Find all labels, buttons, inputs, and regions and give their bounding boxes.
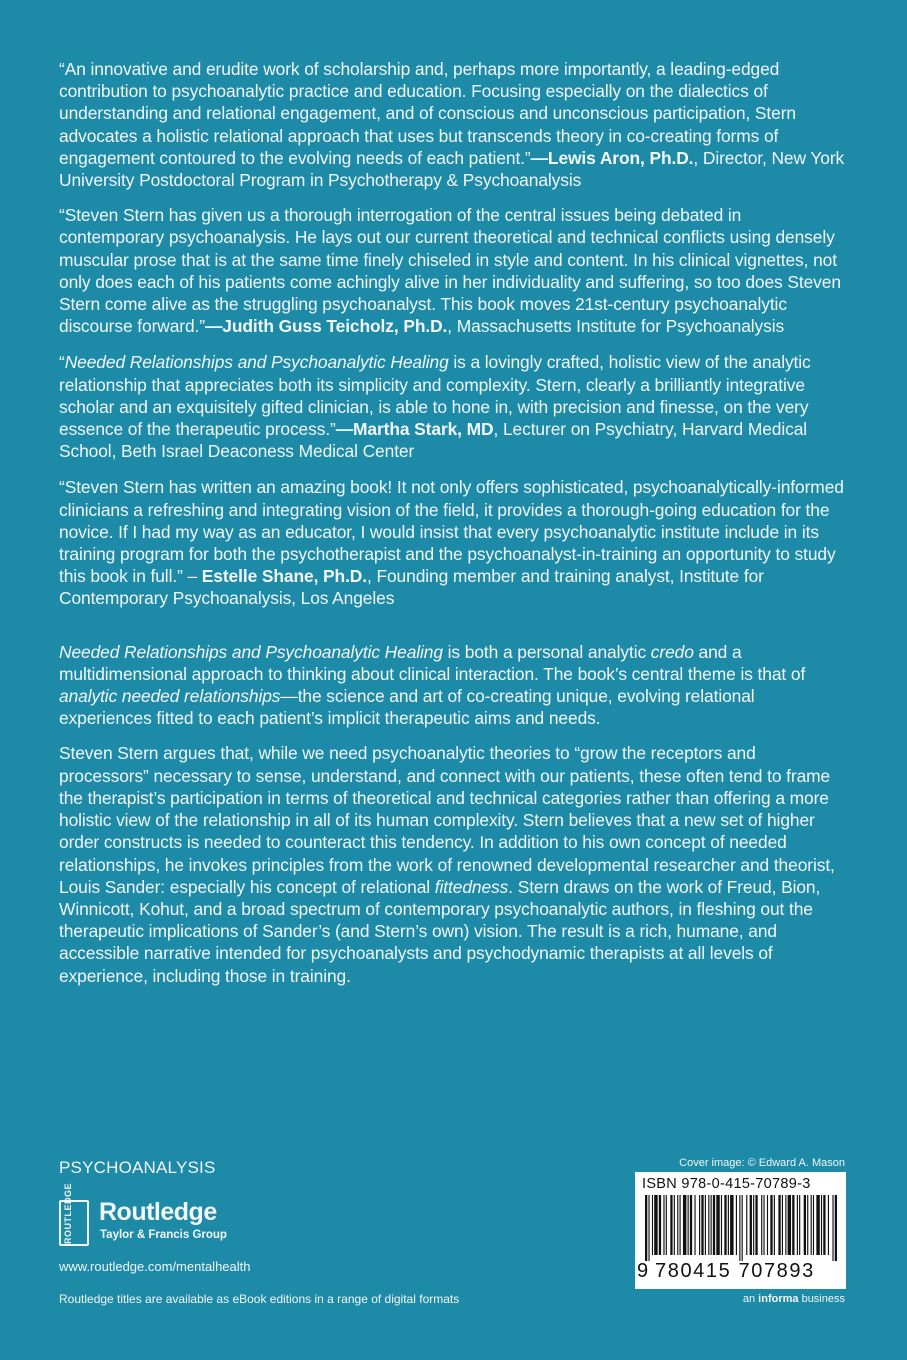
endorsement-stark xyxy=(59,351,849,462)
barcode-bar xyxy=(828,1195,829,1255)
barcode-bar xyxy=(713,1195,715,1255)
description-text: . Stern draws on the work of Freud, Bion, Winnicott, Kohut, and a broad spectrum of contemporary psychoanalytic authors, in fleshing out the therapeutic implications of Sander’s (and Stern’s own) vision. The result is a rich, humane, and accessible narrative intended for psychoanalysts and psychodynamic therapists at all levels of experience, including those in training. xyxy=(59,876,821,986)
barcode-bar xyxy=(823,1195,825,1255)
barcode-bar xyxy=(813,1195,814,1255)
description-text: and a multidimensional approach to thinking about clinical interaction. The book’s central theme is that of xyxy=(59,641,806,684)
barcode-bar xyxy=(677,1195,678,1255)
barcode-bar xyxy=(792,1195,794,1255)
informa-business xyxy=(743,1293,845,1305)
barcode-bar xyxy=(746,1195,747,1255)
barcode-bar xyxy=(753,1195,754,1255)
barcode-bar xyxy=(701,1195,703,1255)
barcode-bar xyxy=(674,1195,675,1255)
italic-fittedness: fittedness xyxy=(434,876,509,897)
endorsement-affiliation: , Director, New York University Postdoctoral Program in Psychotherapy & Psychoanalysis xyxy=(59,147,845,191)
description-text: —the science and art of co-creating unique, evolving relational experiences fitted to each patient’s implicit therapeutic aims and needs. xyxy=(59,686,755,729)
ebook-note: Routledge titles are available as eBook editions in a range of digital formats xyxy=(59,1292,460,1306)
endorsement-aron xyxy=(59,58,849,191)
logo-mark-text: ROUTLEDGE xyxy=(63,1182,73,1244)
barcode-bar xyxy=(683,1195,686,1255)
endorsement-text: “Steven Stern has given us a thorough interrogation of the central issues being debated in contemporary psychoanalysis. He lays out our current theoretical and technical conflicts using densely muscular prose that is at the same time finely chiseled in style and content. In his clinical vignettes, not only does each of his patients come achingly alive in her individuality and suffering, so too does Steven Stern come alive as the struggling psychoanalyst. This book moves 21st-century psychoanalytic discourse forward.” xyxy=(59,205,841,337)
barcode-bar xyxy=(761,1195,762,1255)
barcode-bar xyxy=(663,1195,664,1255)
barcode-bar xyxy=(811,1195,812,1255)
description-paragraph-1 xyxy=(59,641,849,730)
endorsement-affiliation: , Lecturer on Psychiatry, Harvard Medical School, Beth Israel Deaconess Medical Center xyxy=(59,419,808,462)
publisher-name: Routledge xyxy=(99,1198,217,1226)
barcode-bar xyxy=(654,1195,657,1255)
endorsement-text: “Steven Stern has written an amazing book! It not only offers sophisticated, psychoanalytically-informed clinicians a refreshing and integrating vision of the field, it provides a thorough-going education for the novice. If I had my way as an educator, I would insist that every psychoanalytic institute include in its training program for both the psychotherapist and the psychoanalyst-in-training an opportunity to study this book in full.” – xyxy=(59,477,844,587)
barcode-bar xyxy=(652,1195,653,1255)
barcode-bar xyxy=(770,1195,772,1255)
cover-credit: Cover image: © Edward A. Mason xyxy=(679,1157,845,1169)
barcode-bar xyxy=(716,1195,719,1255)
barcode-bar xyxy=(648,1195,649,1261)
endorsement-author: —Martha Stark, MD xyxy=(335,419,494,440)
barcode-bar xyxy=(705,1195,706,1255)
barcode-bar xyxy=(645,1195,647,1261)
barcode-bar xyxy=(721,1195,722,1255)
endorsement-text: “An innovative and erudite work of scholarship and, perhaps more importantly, a leading-edged contribution to psychoanalytic practice and education. Focusing especially on the dialectics of understanding and relational engagement, and of conscious and unconscious participation, Stern advocates a holistic relational approach that uses but transcends theory in co-creating forms of engagement contoured to the evolving needs of each patient.” xyxy=(59,59,796,168)
barcode-panel xyxy=(635,1172,846,1289)
barcode-bar xyxy=(711,1195,712,1255)
endorsement-shane xyxy=(59,476,849,609)
endorsement-affiliation: , Founding member and training analyst, Institute for Contemporary Psychoanalysis, Los Angeles xyxy=(59,566,764,609)
endorsement-affiliation: , Massachusetts Institute for Psychoanalysis xyxy=(447,316,785,337)
barcode-icon xyxy=(645,1195,837,1261)
barcode-bar xyxy=(680,1195,681,1255)
publisher-subtitle: Taylor & Francis Group xyxy=(100,1229,227,1241)
barcode-bar xyxy=(724,1195,726,1255)
barcode-bar xyxy=(728,1195,729,1255)
barcode-first-digit: 9 xyxy=(637,1260,650,1282)
barcode-bar xyxy=(736,1195,737,1255)
description-text: is both a personal analytic xyxy=(442,641,651,662)
barcode-bar xyxy=(694,1195,695,1255)
barcode-bar xyxy=(755,1195,757,1255)
barcode-bar xyxy=(832,1195,833,1261)
barcode-bar xyxy=(666,1195,667,1255)
endorsement-author: Estelle Shane, Ph.D. xyxy=(201,566,367,587)
book-title: Needed Relationships and Psychoanalytic Healing xyxy=(59,641,443,662)
barcode-bar xyxy=(688,1195,689,1255)
barcode-bar xyxy=(774,1195,775,1255)
endorsement-author: —Lewis Aron, Ph.D. xyxy=(530,147,694,168)
barcode-bar xyxy=(807,1195,808,1255)
subject-category: PSYCHOANALYSIS xyxy=(59,1158,216,1177)
barcode-bar xyxy=(659,1195,661,1255)
book-title: Needed Relationships and Psychoanalytic Healing xyxy=(64,352,449,373)
barcode-bar xyxy=(750,1195,752,1255)
informa-prefix: an xyxy=(742,1293,759,1305)
barcode-bar xyxy=(797,1195,798,1255)
barcode-bar xyxy=(670,1195,672,1255)
informa-brand: informa xyxy=(758,1293,799,1305)
barcode-rest-digits: 780415 707893 xyxy=(655,1260,815,1282)
italic-credo: credo xyxy=(650,641,694,662)
barcode-bar xyxy=(730,1195,733,1255)
barcode-bar xyxy=(821,1195,822,1255)
description-text: Steven Stern argues that, while we need psychoanalytic theories to “grow the receptors and processors” necessary to sense, understand, and connect with our patients, these often tend to frame the therapist’s participation in terms of theoretical and technical categories rather than offering a more holistic view of the relationship in all of its human complexity. Stern believes that a new set of higher order constructs is needed to counteract this tendency. In addition to his own concept of needed relationships, he invokes principles from the work of renowned developmental researcher and theorist, Louis Sander: especially his concept of relational xyxy=(59,743,835,897)
routledge-mark-icon xyxy=(59,1182,89,1246)
open-quote: “ xyxy=(59,352,65,373)
barcode-bar xyxy=(782,1195,783,1255)
barcode-bar xyxy=(788,1195,791,1255)
barcode-bar xyxy=(835,1195,837,1261)
barcode-bar xyxy=(739,1195,740,1261)
barcode-bar xyxy=(778,1195,780,1255)
isbn-label: ISBN 978-0-415-70789-3 xyxy=(642,1176,811,1192)
barcode-bar xyxy=(804,1195,806,1255)
barcode-bar xyxy=(708,1195,709,1255)
description-paragraph-2 xyxy=(59,742,849,986)
barcode-bar xyxy=(742,1195,743,1261)
endorsement-teicholz xyxy=(59,204,849,337)
back-cover-text xyxy=(59,58,849,987)
barcode-bar xyxy=(799,1195,800,1255)
barcode-bar xyxy=(816,1195,819,1255)
endorsement-author: —Judith Guss Teicholz, Ph.D. xyxy=(204,316,448,337)
publisher-url[interactable]: www.routledge.com/mentalhealth xyxy=(59,1259,251,1274)
italic-theme: analytic needed relationships xyxy=(59,686,281,707)
barcode-bar xyxy=(699,1195,700,1255)
barcode-bar xyxy=(690,1195,692,1255)
barcode-bar xyxy=(785,1195,786,1255)
barcode-bar xyxy=(767,1195,768,1255)
informa-suffix: business xyxy=(798,1293,845,1305)
routledge-logo xyxy=(59,1182,249,1250)
endorsement-text: is a lovingly crafted, holistic view of the analytic relationship that appreciates both its simplicity and complexity. Stern, clearly a brilliantly integrative scholar and an exquisitely gifted clinician, is able to hone in, with precision and finesse, on the very essence of the therapeutic process.” xyxy=(59,352,811,440)
barcode-bar xyxy=(763,1195,764,1255)
